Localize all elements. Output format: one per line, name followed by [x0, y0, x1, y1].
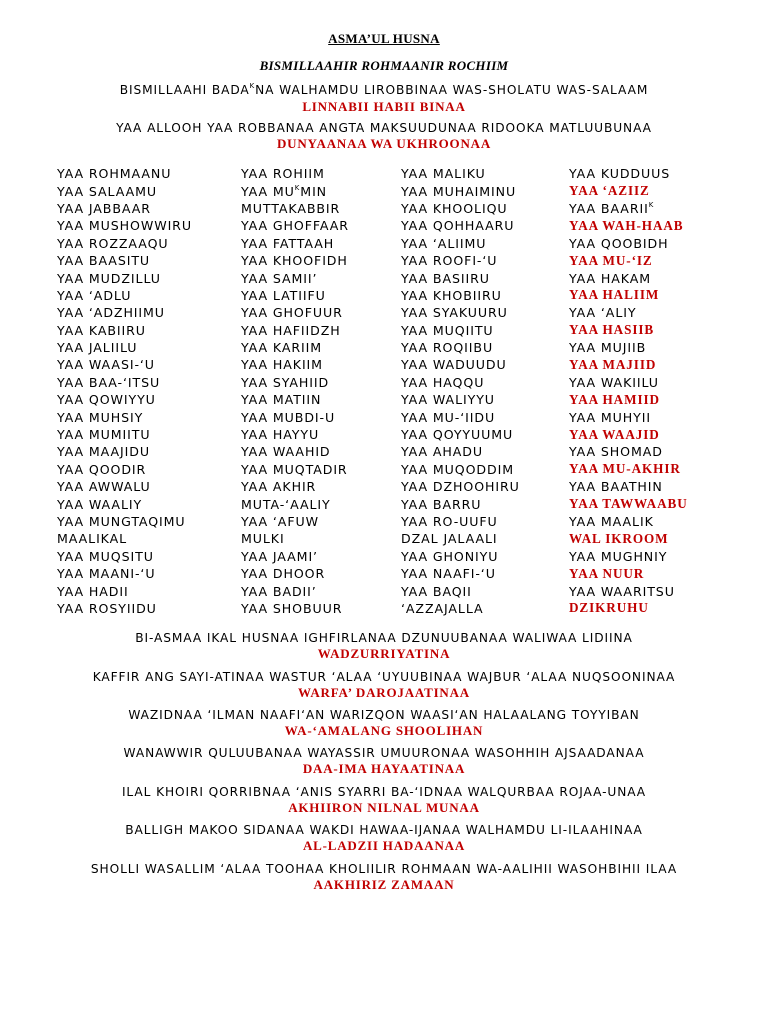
- name-cell: YAA MUHAIMINU: [401, 183, 517, 199]
- name-cell: YAA AKHIR: [241, 479, 317, 495]
- name-cell: YAA NAAFI-‘U: [401, 566, 496, 582]
- name-cell: YAA SHOBUUR: [241, 600, 343, 616]
- name-cell: YAA HAKIIM: [241, 357, 323, 373]
- name-cell-highlighted: YAA TAWWAABU: [569, 496, 688, 512]
- name-cell: YAA BAQII: [401, 583, 472, 599]
- name-cell: YAA SALAAMU: [57, 183, 158, 199]
- name-cell: YAA MAANI-‘U: [57, 566, 156, 582]
- name-cell: YAA BAA-‘ITSU: [57, 374, 161, 390]
- name-cell-highlighted: WAL IKROOM: [569, 530, 669, 546]
- name-cell-highlighted: YAA MAJIID: [569, 356, 657, 372]
- name-cell: YAA KHOBIIRU: [401, 287, 502, 303]
- name-cell: YAA BASIIRU: [401, 270, 490, 286]
- name-cell: YAA BAASITU: [57, 253, 151, 269]
- prayer-line: SHOLLI WASALLIM ‘ALAA TOOHAA KHOLIILIR ROHMAAN WA-AALIHII WASOHBIHII ILAA: [90, 862, 678, 876]
- opening-line-1: BISMILLAAHI $BADA^KNA$ WALHAMDU LIROBBINAA WAS-SHOLATU WAS-SALAAM: [119, 82, 649, 97]
- names-row: [57, 165, 747, 182]
- name-cell: YAA ROOFI-‘U: [401, 253, 498, 269]
- name-cell: YAA MUMIITU: [57, 427, 151, 443]
- prayer-line: WANAWWIR QULUUBANAA WAYASSIR UMUURONAA WASOHHIH AJSAADANAA: [123, 746, 645, 760]
- names-row: [57, 200, 747, 217]
- name-cell: YAA AWWALU: [57, 479, 151, 495]
- name-cell: YAA WAARITSU: [569, 583, 675, 599]
- name-cell: YAA SYAKUURU: [401, 305, 508, 321]
- name-cell: YAA DZHOOHIRU: [401, 479, 520, 495]
- name-cell: YAA WALIYYU: [401, 392, 495, 408]
- names-row: [57, 374, 747, 391]
- opening-line-2: YAA ALLOOH YAA ROBBANAA ANGTA MAKSUUDUNAA RIDOOKA MATLUUBUNAA: [116, 121, 652, 135]
- name-cell: YAA MAAJIDU: [57, 444, 150, 460]
- prayer-line-red: AAKHIRIZ ZAMAAN: [313, 877, 455, 892]
- name-cell: YAA MUGHNIY: [569, 548, 668, 564]
- name-cell-highlighted: YAA HALIIM: [569, 287, 660, 303]
- name-cell: YAA DHOOR: [241, 566, 326, 582]
- names-row: [57, 565, 747, 582]
- prayer-line-red: WARFA’ DAROJAATINAA: [297, 685, 471, 700]
- names-row: [57, 304, 747, 321]
- name-cell: YAA WAALIY: [57, 496, 143, 512]
- name-cell: YAA JABBAAR: [57, 200, 151, 216]
- name-cell: MAALIKAL: [57, 531, 128, 547]
- name-cell: YAA GHOFUUR: [241, 305, 343, 321]
- name-cell: MUTA-‘AALIY: [241, 496, 331, 512]
- name-cell: YAA AHADU: [401, 444, 484, 460]
- name-cell: YAA JALIILU: [57, 340, 138, 356]
- name-cell-highlighted: YAA HAMIID: [569, 391, 660, 407]
- name-cell: YAA WAKIILU: [569, 374, 659, 390]
- name-cell: YAA MUHSIY: [57, 409, 144, 425]
- name-cell: YAA RO-UUFU: [401, 514, 498, 529]
- name-cell: YAA MUQIITU: [401, 322, 494, 338]
- names-row: [57, 495, 747, 512]
- name-cell: YAA MUNGTAQIMU: [57, 514, 186, 529]
- names-row: [57, 408, 747, 425]
- name-cell: YAA HAKAM: [569, 270, 652, 286]
- name-cell: YAA HADII: [57, 583, 129, 599]
- prayer-line-red: WA-‘AMALANG SHOOLIHAN: [284, 723, 484, 738]
- prayer-line: WAZIDNAA ‘ILMAN NAAFI‘AN WARIZQON WAASI‘AN HALAALANG TOYYIBAN: [128, 708, 640, 722]
- name-cell: YAA $BAARII^K$: [569, 200, 655, 216]
- names-row: [57, 530, 747, 547]
- name-cell-highlighted: YAA HASIIB: [569, 322, 655, 338]
- names-row: [57, 443, 747, 460]
- name-cell: YAA GHONIYU: [401, 548, 499, 564]
- name-cell: YAA KUDDUUS: [569, 166, 671, 182]
- names-row: [57, 426, 747, 443]
- name-cell: YAA MUHYII: [569, 409, 651, 425]
- name-cell: YAA WAASI-‘U: [57, 357, 155, 373]
- name-cell: YAA MAALIK: [569, 514, 654, 529]
- names-row: [57, 235, 747, 252]
- prayer-line: ILAL KHOIRI QORRIBNAA ‘ANIS SYARRI BA-‘IDNAA WALQURBAA ROJAA-UNAA: [121, 785, 647, 799]
- name-cell: YAA ROHIIM: [241, 166, 325, 182]
- name-cell-highlighted: YAA MU-‘IZ: [569, 252, 653, 268]
- name-cell: YAA BAATHIN: [569, 479, 663, 495]
- name-cell: DZAL JALAALI: [401, 531, 498, 547]
- names-row: [57, 478, 747, 495]
- name-cell: YAA MUQTADIR: [241, 461, 348, 477]
- names-row: [57, 600, 747, 617]
- name-cell: YAA WADUUDU: [401, 357, 507, 373]
- names-row: [57, 287, 747, 304]
- name-cell: YAA ‘ALIY: [569, 305, 637, 321]
- name-cell: YAA QOOBIDH: [569, 235, 669, 251]
- name-cell-highlighted: YAA WAH-HAAB: [569, 217, 684, 233]
- name-cell: YAA MUDZILLU: [57, 270, 161, 286]
- name-cell-highlighted: YAA NUUR: [569, 565, 645, 581]
- prayer-line: BI-ASMAA IKAL HUSNAA IGHFIRLANAA DZUNUUBANAA WALIWAA LIDIINA: [135, 631, 633, 645]
- name-cell: YAA MUJIIB: [569, 340, 647, 356]
- name-cell-highlighted: YAA ‘AZIIZ: [569, 183, 650, 199]
- prayer-line-red: DAA-IMA HAYAATINAA: [302, 761, 466, 776]
- names-row: [57, 252, 747, 269]
- name-cell: YAA SYAHIID: [241, 374, 330, 390]
- names-row: [57, 548, 747, 565]
- name-cell: YAA QOODIR: [57, 461, 147, 477]
- name-cell: YAA MUQSITU: [57, 548, 154, 564]
- bismillah-heading: BISMILLAAHIR ROHMAANIR ROCHIIM: [259, 58, 509, 73]
- page-title: ASMA’UL HUSNA: [328, 31, 440, 46]
- names-row: [57, 513, 747, 530]
- name-cell: YAA SAMII’: [241, 270, 318, 286]
- name-cell: YAA SHOMAD: [569, 444, 663, 460]
- name-cell: YAA ROHMAANU: [57, 166, 172, 182]
- prayer-line: BALLIGH MAKOO SIDANAA WAKDI HAWAA-IJANAA WALHAMDU LI-ILAAHINAA: [125, 823, 643, 837]
- name-cell: YAA KABIIRU: [57, 322, 146, 338]
- name-cell: YAA GHOFFAAR: [241, 218, 349, 234]
- name-cell: YAA ‘ADZHIIMU: [57, 305, 165, 321]
- name-cell: YAA QOWIYYU: [57, 392, 156, 408]
- name-cell: YAA ROSYIIDU: [57, 600, 157, 616]
- name-cell: MUTTAKABBIR: [241, 200, 341, 216]
- prayer-line-red: AL-LADZII HADAANAA: [302, 838, 466, 853]
- prayer-line-red: AKHIIRON NILNAL MUNAA: [288, 800, 480, 815]
- name-cell-highlighted: YAA MU-AKHIR: [569, 461, 681, 477]
- asmaul-husna-grid: [57, 165, 747, 617]
- names-row: [57, 582, 747, 599]
- names-row: [57, 356, 747, 373]
- name-cell-highlighted: YAA WAAJID: [569, 426, 660, 442]
- prayer-line-red: WADZURRIYATINA: [317, 646, 451, 661]
- name-cell: YAA ‘ALIIMU: [401, 235, 487, 251]
- name-cell: YAA MUQODDIM: [401, 461, 514, 477]
- opening-line-2-red: DUNYAANAA WA UKHROONAA: [276, 136, 492, 151]
- name-cell: YAA LATIIFU: [241, 287, 326, 303]
- name-cell: YAA MALIKU: [401, 166, 486, 182]
- name-cell: YAA BADII’: [241, 583, 317, 599]
- names-row: [57, 339, 747, 356]
- name-cell: YAA MUBDI-U: [241, 409, 336, 425]
- name-cell: YAA ROQIIBU: [401, 340, 494, 356]
- name-cell: YAA HAFIIDZH: [241, 322, 341, 338]
- name-cell: YAA QOHHAARU: [401, 218, 515, 234]
- name-cell: YAA HAYYU: [241, 427, 320, 443]
- name-cell: YAA WAAHID: [241, 444, 331, 460]
- name-cell: YAA MUSHOWWIRU: [57, 218, 192, 234]
- names-row: [57, 269, 747, 286]
- names-row: [57, 217, 747, 234]
- name-cell: YAA ‘ADLU: [57, 287, 132, 303]
- name-cell: YAA MATIIN: [241, 392, 322, 408]
- name-cell-highlighted: DZIKRUHU: [569, 600, 649, 616]
- opening-line-1-red: LINNABII HABII BINAA: [302, 99, 466, 114]
- prayer-line: KAFFIR ANG SAYI-ATINAA WASTUR ‘ALAA ‘UYUUBINAA WAJBUR ‘ALAA NUQSOONINAA: [92, 670, 676, 684]
- name-cell: YAA MU-‘IIDU: [401, 409, 496, 425]
- name-cell: YAA JAAMI’: [241, 548, 318, 564]
- name-cell: YAA BARRU: [401, 496, 482, 512]
- name-cell: YAA KHOOFIDH: [241, 253, 348, 269]
- name-cell: YAA KARIIM: [241, 340, 322, 356]
- name-cell: MULKI: [241, 531, 285, 547]
- name-cell: YAA ‘AFUW: [241, 514, 319, 529]
- name-cell: YAA $MU^KMIN$: [241, 183, 327, 199]
- names-row: [57, 461, 747, 478]
- name-cell: YAA QOYYUUMU: [401, 427, 514, 443]
- name-cell: ‘AZZAJALLA: [401, 600, 484, 616]
- names-row: [57, 182, 747, 199]
- names-row: [57, 391, 747, 408]
- name-cell: YAA HAQQU: [401, 374, 485, 390]
- name-cell: YAA KHOOLIQU: [401, 200, 508, 216]
- name-cell: YAA ROZZAAQU: [57, 235, 169, 251]
- name-cell: YAA FATTAAH: [241, 235, 335, 251]
- names-row: [57, 322, 747, 339]
